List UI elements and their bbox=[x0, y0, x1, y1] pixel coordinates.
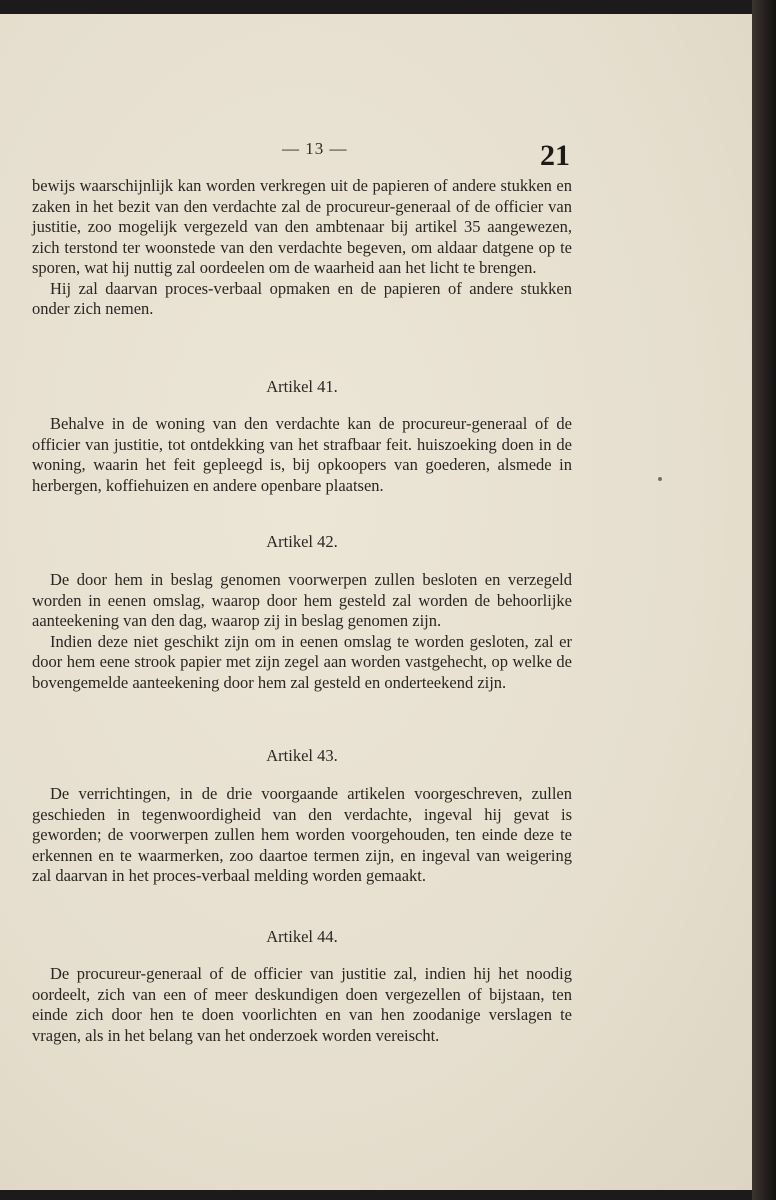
article-42-text bbox=[32, 570, 572, 693]
article-44-text bbox=[32, 964, 572, 1046]
paragraph: Behalve in de woning van den verdachte kan de procureur-generaal of de officier van justitie, tot ontdekking van het strafbaar feit. huiszoeking doen in de woning, waarin het feit gepleegd is, bij opkoopers van goederen, alsmede in herbergen, koffiehuizen en andere openbare plaatsen. bbox=[32, 414, 572, 495]
article-43-heading: Artikel 43. bbox=[266, 746, 338, 765]
ink-speck bbox=[658, 477, 662, 481]
article-43-text bbox=[32, 784, 572, 887]
paragraph: De door hem in beslag genomen voorwerpen zullen besloten en verzegeld worden in eenen omslag, waarop door hem gesteld zal worden de behoorlijke aanteekening van den dag, waarop zij in beslag genomen zijn. bbox=[32, 570, 572, 630]
intro-text bbox=[32, 176, 572, 320]
document-page bbox=[0, 14, 752, 1190]
article-41-text bbox=[32, 414, 572, 496]
article-41-heading: Artikel 41. bbox=[266, 377, 338, 396]
paragraph: bewijs waarschijnlijk kan worden verkregen uit de papieren of andere stukken en zaken in het bezit van den verdachte zal de procureur-generaal of de officier van justitie, zoo mogelijk vergezeld van den ambtenaar bij artikel 35 aangewezen, zich terstond ter woonstede van den verdachte begeven, om aldaar datgene op te sporen, wat hij nuttig zal oordeelen om de waarheid aan het licht te brengen. bbox=[32, 176, 572, 277]
paragraph: Indien deze niet geschikt zijn om in eenen omslag te worden gesloten, zal er door hem eene strook papier met zijn zegel aan worden vastgehecht, op welke de bovengemelde aanteekening door hem zal gesteld en onderteekend zijn. bbox=[32, 631, 572, 692]
book-spine-edge bbox=[752, 0, 776, 1200]
article-42-heading: Artikel 42. bbox=[266, 532, 338, 551]
paragraph: De verrichtingen, in de drie voorgaande artikelen voorgeschreven, zullen geschieden in tegenwoordigheid van den verdachte, ingeval hij gevat is geworden; de voorwerpen zullen hem worden voorgehouden, ten einde deze te erkennen en te waarmerken, zoo daartoe termen zijn, en ingeval van weigering zal daarvan in het proces-verbaal melding worden gemaakt. bbox=[32, 784, 572, 885]
page-number: — 13 — bbox=[282, 139, 348, 158]
folio-number: 21 bbox=[540, 139, 570, 172]
paragraph: Hij zal daarvan proces-verbaal opmaken en de papieren of andere stukken onder zich nemen. bbox=[32, 278, 572, 318]
article-44-heading: Artikel 44. bbox=[266, 927, 338, 946]
paragraph: De procureur-generaal of de officier van justitie zal, indien hij het noodig oordeelt, zich van een of meer deskundigen doen vergezellen of bijstaan, ten einde zich door hen te doen voorlichten en van hen zoodanige verslagen te vragen, als in het belang van het onderzoek worden vereischt. bbox=[32, 964, 572, 1045]
